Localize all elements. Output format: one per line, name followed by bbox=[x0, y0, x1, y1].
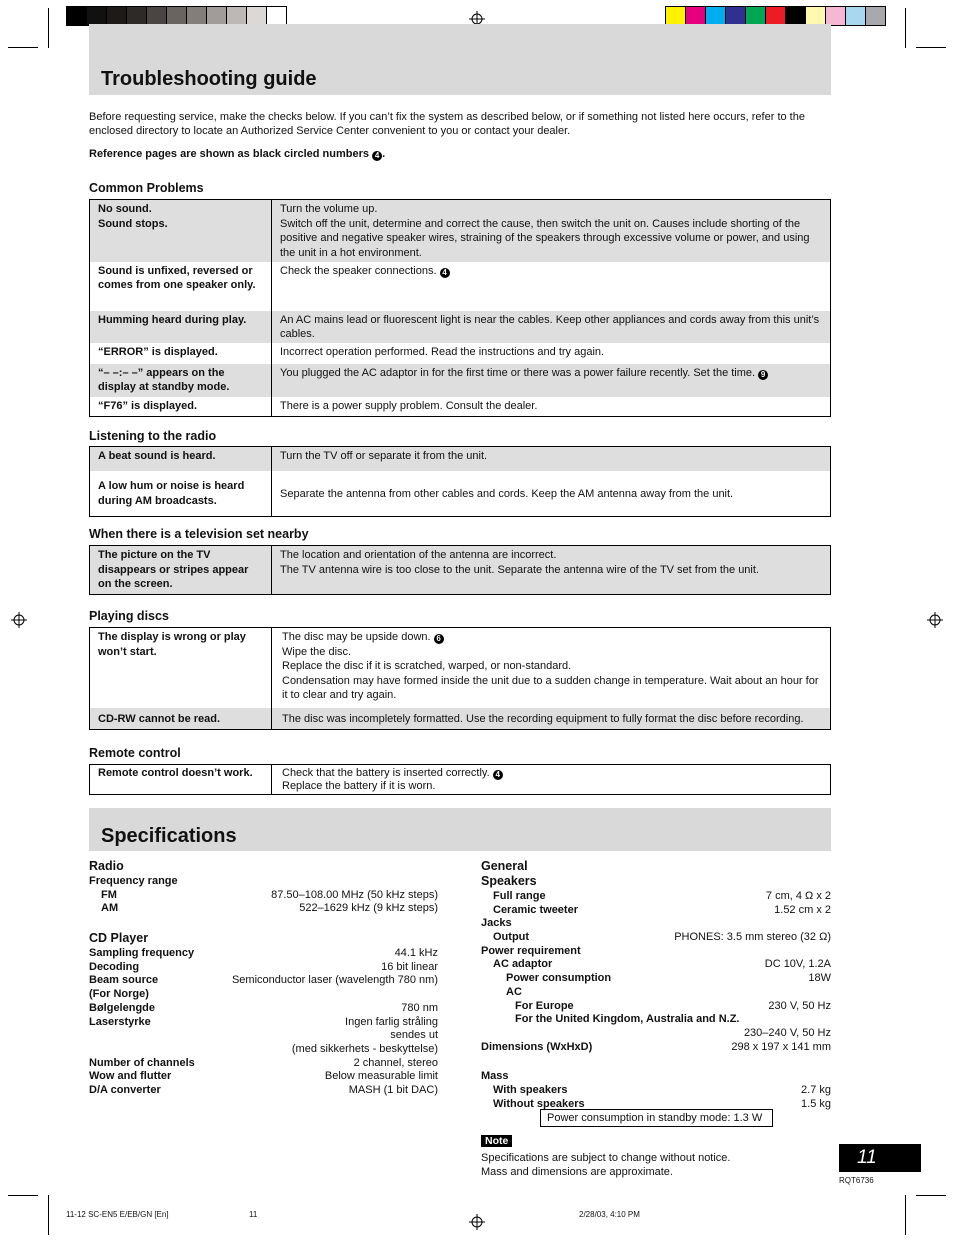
spec-row bbox=[89, 947, 438, 961]
spec-value: MASH (1 bit DAC) bbox=[348, 1083, 438, 1096]
spec-label: Dimensions (WxHxD) bbox=[481, 1040, 593, 1053]
problem-cell: Humming heard during play. bbox=[90, 311, 272, 343]
timestamp: 2/28/03, 4:10 PM bbox=[579, 1210, 640, 1219]
radio-table bbox=[89, 446, 831, 517]
color-swatch bbox=[107, 6, 127, 26]
standby-power-box: Power consumption in standby mode: 1.3 W bbox=[540, 1109, 773, 1127]
solution-cell bbox=[272, 364, 831, 397]
color-swatch bbox=[227, 6, 247, 26]
color-swatch bbox=[726, 6, 746, 26]
spec-row bbox=[481, 972, 831, 986]
spec-value: 44.1 kHz bbox=[394, 947, 438, 960]
table-row bbox=[90, 471, 831, 517]
registration-mark-icon bbox=[927, 612, 943, 628]
solution-cell bbox=[272, 628, 831, 708]
spec-row bbox=[481, 958, 831, 972]
spec-row bbox=[89, 974, 438, 988]
spec-heading: CD Player bbox=[89, 931, 149, 946]
registration-mark-icon bbox=[469, 1214, 485, 1230]
spec-row bbox=[89, 1084, 438, 1098]
solution-text: You plugged the AC adaptor in for the first time or there was a power failure recently. Set the time. bbox=[280, 366, 756, 379]
table-row bbox=[90, 343, 831, 364]
model-code: RQT6736 bbox=[839, 1176, 874, 1185]
common-problems-table bbox=[89, 199, 831, 417]
page-number: 11 bbox=[839, 1144, 921, 1172]
color-swatch bbox=[786, 6, 806, 26]
spec-label: Mass bbox=[481, 1070, 509, 1083]
spec-label: For the United Kingdom, Australia and N.Z. bbox=[515, 1013, 740, 1026]
troubleshooting-header bbox=[89, 24, 831, 95]
table-row bbox=[90, 364, 831, 397]
spec-label: Output bbox=[493, 931, 530, 944]
color-swatch bbox=[846, 6, 866, 26]
remote-table bbox=[89, 764, 831, 795]
color-swatch bbox=[167, 6, 187, 26]
color-swatch bbox=[207, 6, 227, 26]
spec-value: 2 channel, stereo bbox=[353, 1056, 438, 1069]
spec-heading: Radio bbox=[89, 859, 124, 873]
crop-mark bbox=[8, 47, 38, 48]
spec-value: 230–240 V, 50 Hz bbox=[743, 1026, 831, 1039]
table-row bbox=[90, 200, 831, 262]
spec-row bbox=[89, 889, 438, 903]
spec-heading: Speakers bbox=[481, 874, 537, 888]
circled-number-icon: 6 bbox=[434, 634, 444, 644]
spec-value: 7 cm, 4 Ω x 2 bbox=[765, 890, 831, 902]
spec-label: AM bbox=[101, 902, 119, 915]
circled-number-icon: 4 bbox=[493, 770, 503, 780]
spec-row bbox=[89, 1002, 438, 1016]
spec-row bbox=[481, 1000, 831, 1014]
problem-cell: A low hum or noise is heard during AM broadcasts. bbox=[90, 471, 272, 517]
reference-note bbox=[89, 147, 831, 161]
reference-note-text: Reference pages are shown as black circled numbers bbox=[89, 148, 370, 160]
spec-label: Ceramic tweeter bbox=[493, 903, 578, 916]
spec-value: 230 V, 50 Hz bbox=[768, 999, 831, 1012]
color-swatch bbox=[147, 6, 167, 26]
reference-note-end: . bbox=[382, 148, 386, 160]
solution-cell: The location and orientation of the antenna are incorrect. The TV antenna wire is too close to the unit. Separate the antenna wire of the TV set from the unit. bbox=[272, 546, 831, 595]
spec-row bbox=[89, 875, 438, 889]
color-swatch bbox=[187, 6, 207, 26]
spec-row bbox=[89, 988, 438, 1002]
color-swatch bbox=[665, 6, 686, 26]
spec-value: 522–1629 kHz (9 kHz steps) bbox=[299, 902, 438, 915]
spec-value: Ingen farlig stråling bbox=[345, 1015, 438, 1028]
circled-number-icon: 4 bbox=[440, 268, 450, 278]
solution-cell: Separate the antenna from other cables and cords. Keep the AM antenna away from the unit. bbox=[280, 487, 734, 500]
spec-gap bbox=[89, 916, 438, 932]
spec-value: 780 nm bbox=[401, 1001, 438, 1014]
spec-value: 1.5 kg bbox=[801, 1097, 831, 1110]
color-swatch bbox=[826, 6, 846, 26]
table-row bbox=[90, 546, 831, 595]
spec-value: (med sikkerhets - beskyttelse) bbox=[291, 1042, 438, 1055]
problem-cell: “ERROR” is displayed. bbox=[90, 343, 272, 364]
circled-number-icon: 9 bbox=[758, 370, 768, 380]
crop-mark bbox=[48, 8, 49, 48]
spec-label: With speakers bbox=[493, 1083, 568, 1096]
solution-text: Wipe the disc. Replace the disc if it is scratched, warped, or non-standard. Condensation may have formed inside the unit due to a sudden change in temperature. Wait about an hour for it to clear and try again. bbox=[282, 645, 819, 701]
specifications-header bbox=[89, 808, 831, 851]
page-title: Troubleshooting guide bbox=[101, 68, 317, 90]
specs-right-column bbox=[481, 860, 831, 1111]
problem-cell: The display is wrong or play won’t start. bbox=[90, 628, 272, 708]
spec-label: For Europe bbox=[515, 999, 574, 1012]
color-swatch bbox=[866, 6, 886, 26]
spec-label: AC bbox=[506, 985, 522, 998]
problem-cell: “F76” is displayed. bbox=[90, 397, 272, 417]
spec-value: sendes ut bbox=[390, 1029, 438, 1042]
spec-row bbox=[89, 1016, 438, 1030]
spec-label: D/A converter bbox=[89, 1083, 161, 1096]
color-swatch bbox=[127, 6, 147, 26]
solution-cell: An AC mains lead or fluorescent light is near the cables. Keep other appliances and cords away from this unit’s cables. bbox=[272, 311, 831, 343]
problem-cell: Remote control doesn’t work. bbox=[90, 765, 272, 795]
spec-row bbox=[481, 904, 831, 918]
note-label: Note bbox=[481, 1135, 512, 1147]
process-color-bar bbox=[665, 6, 886, 26]
spec-row bbox=[481, 1084, 831, 1098]
spec-value: 87.50–108.00 MHz (50 kHz steps) bbox=[271, 888, 438, 901]
problem-cell: “– –:– –” appears on the display at standby mode. bbox=[90, 364, 272, 397]
spec-label: Bølgelengde bbox=[89, 1001, 156, 1014]
crop-mark bbox=[905, 1195, 906, 1235]
spec-heading: General bbox=[481, 859, 528, 873]
table-row bbox=[90, 765, 831, 795]
circled-number-icon: 4 bbox=[372, 151, 382, 161]
problem-cell: A beat sound is heard. bbox=[90, 447, 272, 471]
discs-table bbox=[89, 627, 831, 730]
spec-value: Below measurable limit bbox=[324, 1070, 438, 1083]
solution-cell bbox=[272, 262, 831, 311]
specs-left-column bbox=[89, 860, 438, 1098]
intro-text: Before requesting service, make the checks below. If you can’t fix the system as described below, or if something not listed here occurs, refer to the enclosed directory to locate an Authorized Service Center convenient to you or contact your dealer. bbox=[89, 111, 805, 137]
problem-cell: CD-RW cannot be read. bbox=[90, 708, 272, 730]
section-title-remote: Remote control bbox=[89, 746, 181, 760]
registration-mark-icon bbox=[11, 612, 27, 628]
problem-cell: Sound is unfixed, reversed or comes from one speaker only. bbox=[90, 262, 272, 311]
spec-value: 1.52 cm x 2 bbox=[774, 903, 831, 916]
spec-row bbox=[481, 931, 831, 945]
file-info: 11-12 SC-EN5 E/EB/GN [En] bbox=[66, 1210, 169, 1219]
table-row bbox=[90, 447, 831, 471]
spec-label: Wow and flutter bbox=[89, 1070, 172, 1083]
spec-row bbox=[89, 1043, 438, 1057]
color-swatch bbox=[746, 6, 766, 26]
color-swatch bbox=[766, 6, 786, 26]
solution-cell bbox=[272, 765, 831, 795]
solution-text: Check that the battery is inserted correctly. bbox=[282, 767, 490, 779]
spec-row bbox=[481, 986, 831, 1000]
table-row bbox=[90, 708, 831, 730]
spec-row bbox=[481, 945, 831, 959]
spec-row bbox=[481, 1070, 831, 1084]
crop-mark bbox=[905, 8, 906, 48]
spec-label: Jacks bbox=[481, 917, 512, 930]
spec-row bbox=[481, 1027, 831, 1041]
spec-label: AC adaptor bbox=[493, 958, 553, 971]
color-swatch bbox=[806, 6, 826, 26]
spec-label: (For Norge) bbox=[89, 988, 149, 1001]
table-row bbox=[90, 397, 831, 417]
solution-cell: Turn the volume up. Switch off the unit, determine and correct the cause, then switch the unit on. Causes include shorting of the positive and negative speaker wires, straining of the speakers through excessive volume or power, and using the unit in a hot environment. bbox=[272, 200, 831, 262]
crop-mark bbox=[916, 47, 946, 48]
solution-text: Replace the battery if it is worn. bbox=[282, 780, 436, 792]
color-swatch bbox=[706, 6, 726, 26]
spec-label: Frequency range bbox=[89, 875, 178, 887]
spec-value: PHONES: 3.5 mm stereo (32 Ω) bbox=[674, 931, 831, 944]
color-swatch bbox=[686, 6, 706, 26]
spec-row bbox=[89, 1029, 438, 1043]
spec-row bbox=[89, 1057, 438, 1071]
spec-label: Power requirement bbox=[481, 944, 581, 957]
table-row bbox=[90, 628, 831, 708]
solution-text: Check the speaker connections. bbox=[280, 264, 437, 277]
spec-label: Decoding bbox=[89, 960, 140, 973]
color-swatch bbox=[267, 6, 287, 26]
spec-row bbox=[89, 902, 438, 916]
note-line: Mass and dimensions are approximate. bbox=[481, 1165, 673, 1178]
spec-value: Semiconductor laser (wavelength 780 nm) bbox=[231, 974, 438, 987]
solution-cell: Turn the TV off or separate it from the unit. bbox=[272, 447, 831, 471]
problem-cell: The picture on the TV disappears or stripes appear on the screen. bbox=[90, 546, 272, 595]
spec-row bbox=[481, 917, 831, 931]
spec-row bbox=[89, 961, 438, 975]
section-title-tv: When there is a television set nearby bbox=[89, 527, 309, 541]
spec-row bbox=[89, 1070, 438, 1084]
section-title-common: Common Problems bbox=[89, 181, 204, 195]
color-swatch bbox=[66, 6, 87, 26]
spec-label: Without speakers bbox=[493, 1097, 585, 1110]
table-row bbox=[90, 262, 831, 311]
color-swatch bbox=[247, 6, 267, 26]
spec-label: FM bbox=[101, 888, 117, 901]
tv-table bbox=[89, 545, 831, 595]
spec-label: Beam source bbox=[89, 974, 159, 987]
problem-cell: No sound. Sound stops. bbox=[90, 200, 272, 262]
color-swatch bbox=[87, 6, 107, 26]
spec-row bbox=[481, 890, 831, 904]
section-title-radio: Listening to the radio bbox=[89, 429, 217, 443]
spec-row bbox=[481, 1013, 831, 1027]
crop-mark bbox=[8, 1195, 38, 1196]
spec-value: 16 bit linear bbox=[381, 960, 438, 973]
note-text bbox=[481, 1152, 801, 1179]
spec-value: 298 x 197 x 141 mm bbox=[731, 1040, 831, 1053]
spec-label: Sampling frequency bbox=[89, 947, 195, 960]
note-line: Specifications are subject to change without notice. bbox=[481, 1152, 731, 1164]
spec-label: Power consumption bbox=[506, 972, 612, 985]
solution-cell: The disc was incompletely formatted. Use the recording equipment to fully format the disc before recording. bbox=[272, 708, 831, 730]
spec-label: Laserstyrke bbox=[89, 1015, 151, 1028]
crop-mark bbox=[916, 1195, 946, 1196]
grayscale-color-bar bbox=[66, 6, 287, 26]
file-page: 11 bbox=[249, 1210, 258, 1219]
spec-row bbox=[481, 1041, 831, 1055]
spec-gap bbox=[481, 1054, 831, 1070]
spec-label: Number of channels bbox=[89, 1056, 195, 1069]
solution-cell: There is a power supply problem. Consult the dealer. bbox=[280, 399, 538, 412]
section-title-discs: Playing discs bbox=[89, 609, 169, 623]
crop-mark bbox=[48, 1195, 49, 1235]
solution-text: The disc may be upside down. bbox=[282, 631, 431, 643]
spec-value: 18W bbox=[808, 972, 831, 985]
solution-cell: Incorrect operation performed. Read the instructions and try again. bbox=[280, 345, 605, 358]
spec-value: 2.7 kg bbox=[801, 1083, 831, 1096]
spec-label: Full range bbox=[493, 890, 546, 902]
spec-value: DC 10V, 1.2A bbox=[764, 958, 831, 971]
table-row bbox=[90, 311, 831, 343]
section-title-specifications: Specifications bbox=[101, 825, 237, 847]
